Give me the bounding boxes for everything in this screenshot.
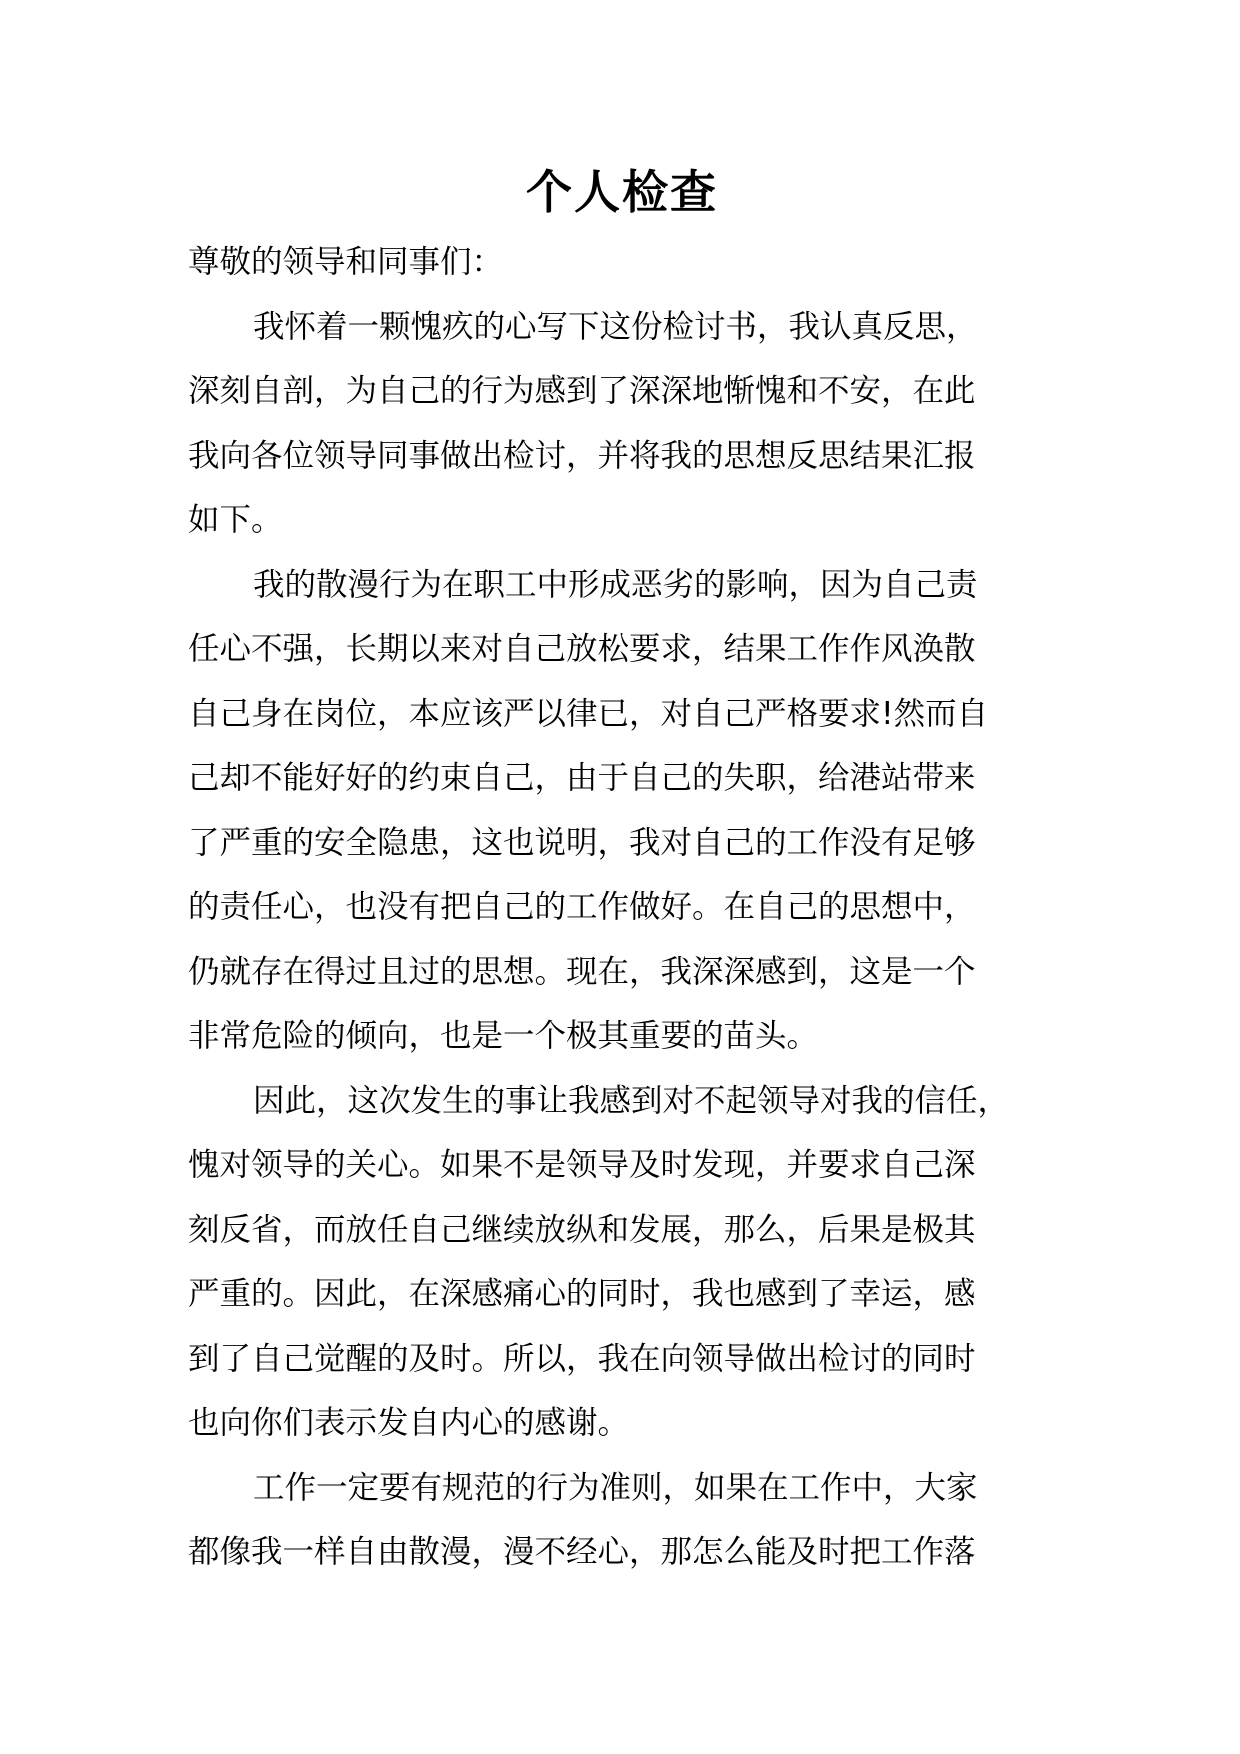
text-line: 非常危险的倾向，也是一个极其重要的苗头。 xyxy=(188,1018,819,1054)
text-line: 工作一定要有规范的行为准则，如果在工作中，大家 xyxy=(253,1469,978,1506)
text-line: 严重的。因此，在深感痛心的同时，我也感到了幸运，感 xyxy=(188,1276,976,1312)
text-line: 如下。 xyxy=(188,502,283,538)
text-line: 自己身在岗位，本应该严以律已，对自己严格要求!然而自 xyxy=(188,695,989,732)
text-line: 到了自己觉醒的及时。所以，我在向领导做出检讨的同时 xyxy=(188,1340,976,1377)
text-line: 都像我一样自由散漫，漫不经心，那怎么能及时把工作落 xyxy=(188,1534,976,1570)
text-line: 愧对领导的关心。如果不是领导及时发现，并要求自己深 xyxy=(188,1147,976,1183)
text-line: 也向你们表示发自内心的感谢。 xyxy=(188,1405,630,1441)
text-line: 深刻自剖，为自己的行为感到了深深地惭愧和不安，在此 xyxy=(188,373,976,409)
text-line: 任心不强，长期以来对自己放松要求，结果工作作风涣散 xyxy=(188,631,976,667)
document-body xyxy=(188,230,1056,1585)
text-line: 我的散漫行为在职工中形成恶劣的影响，因为自己责 xyxy=(253,566,978,603)
text-line: 我向各位领导同事做出检讨，并将我的思想反思结果汇报 xyxy=(188,437,976,474)
text-line: 尊敬的领导和同事们： xyxy=(188,244,504,280)
text-line: 刻反省，而放任自己继续放纵和发展，那么，后果是极其 xyxy=(188,1211,976,1248)
text-line: 仍就存在得过且过的思想。现在，我深深感到，这是一个 xyxy=(188,953,976,990)
text-line: 我怀着一颗愧疚的心写下这份检讨书，我认真反思， xyxy=(253,308,978,345)
text-line: 因此，这次发生的事让我感到对不起领导对我的信任， xyxy=(253,1082,1010,1119)
document-page xyxy=(188,160,1056,1585)
document-title: 个人检查 xyxy=(526,165,718,219)
text-line: 己却不能好好的约束自己，由于自己的失职，给港站带来 xyxy=(188,760,976,796)
text-line: 的责任心，也没有把自己的工作做好。在自己的思想中， xyxy=(188,889,976,925)
text-line: 了严重的安全隐患，这也说明，我对自己的工作没有足够 xyxy=(188,824,976,861)
